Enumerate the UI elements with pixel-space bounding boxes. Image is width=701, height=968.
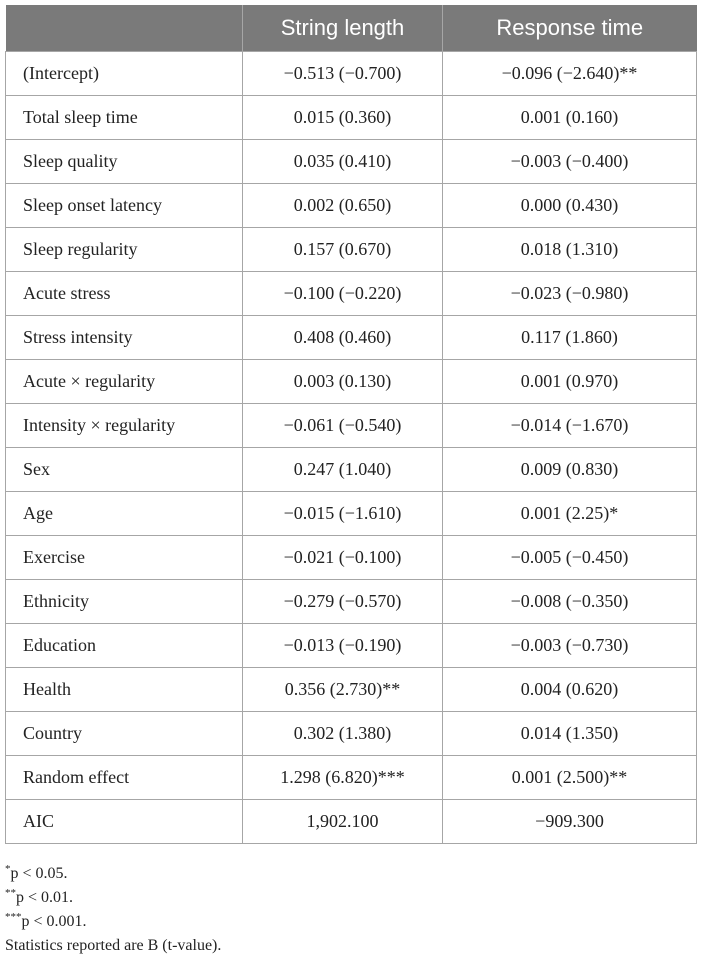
table-footnotes xyxy=(5,862,221,958)
table-row xyxy=(6,624,697,668)
cell-string-length: 0.356 (2.730)** xyxy=(243,668,443,712)
cell-response-time: 0.009 (0.830) xyxy=(443,448,697,492)
footnote-marker: * xyxy=(5,863,11,875)
table-row xyxy=(6,316,697,360)
regression-table xyxy=(5,5,697,844)
cell-response-time: −0.014 (−1.670) xyxy=(443,404,697,448)
cell-response-time: −0.003 (−0.730) xyxy=(443,624,697,668)
table-row xyxy=(6,404,697,448)
header-response-time: Response time xyxy=(443,5,697,52)
cell-response-time: −0.003 (−0.400) xyxy=(443,140,697,184)
row-variable: Acute stress xyxy=(6,272,243,316)
row-variable: Education xyxy=(6,624,243,668)
cell-string-length: 0.002 (0.650) xyxy=(243,184,443,228)
cell-string-length: 1,902.100 xyxy=(243,800,443,844)
row-variable: Sleep onset latency xyxy=(6,184,243,228)
footnote xyxy=(5,862,221,886)
table-row xyxy=(6,140,697,184)
cell-string-length: 0.035 (0.410) xyxy=(243,140,443,184)
cell-response-time: 0.117 (1.860) xyxy=(443,316,697,360)
row-variable: Sleep regularity xyxy=(6,228,243,272)
cell-response-time: −0.005 (−0.450) xyxy=(443,536,697,580)
footnote-text: p < 0.01. xyxy=(16,889,74,906)
table-row xyxy=(6,52,697,96)
footnote-text: p < 0.05. xyxy=(10,865,68,882)
table-row xyxy=(6,756,697,800)
row-variable: Intensity × regularity xyxy=(6,404,243,448)
table-row xyxy=(6,668,697,712)
footnote xyxy=(5,886,221,910)
table-row xyxy=(6,536,697,580)
row-variable: Exercise xyxy=(6,536,243,580)
cell-string-length: −0.013 (−0.190) xyxy=(243,624,443,668)
cell-response-time: 0.018 (1.310) xyxy=(443,228,697,272)
row-variable: Sleep quality xyxy=(6,140,243,184)
cell-string-length: 0.003 (0.130) xyxy=(243,360,443,404)
cell-string-length: −0.061 (−0.540) xyxy=(243,404,443,448)
cell-string-length: 0.408 (0.460) xyxy=(243,316,443,360)
cell-string-length: 0.015 (0.360) xyxy=(243,96,443,140)
cell-response-time: 0.001 (2.25)* xyxy=(443,492,697,536)
footnote xyxy=(5,910,221,934)
row-variable: (Intercept) xyxy=(6,52,243,96)
cell-response-time: −0.023 (−0.980) xyxy=(443,272,697,316)
table-header xyxy=(6,5,697,52)
table-row xyxy=(6,712,697,756)
cell-response-time: 0.001 (2.500)** xyxy=(443,756,697,800)
cell-response-time: 0.000 (0.430) xyxy=(443,184,697,228)
row-variable: AIC xyxy=(6,800,243,844)
table-row xyxy=(6,360,697,404)
footnote-marker: ** xyxy=(5,887,16,899)
footnote xyxy=(5,934,221,958)
row-variable: Sex xyxy=(6,448,243,492)
header-string-length: String length xyxy=(243,5,443,52)
cell-string-length: −0.513 (−0.700) xyxy=(243,52,443,96)
cell-string-length: 0.302 (1.380) xyxy=(243,712,443,756)
table-row xyxy=(6,800,697,844)
cell-string-length: −0.100 (−0.220) xyxy=(243,272,443,316)
cell-string-length: 0.247 (1.040) xyxy=(243,448,443,492)
cell-response-time: 0.001 (0.160) xyxy=(443,96,697,140)
row-variable: Health xyxy=(6,668,243,712)
header-blank xyxy=(6,5,243,52)
cell-response-time: 0.004 (0.620) xyxy=(443,668,697,712)
table-row xyxy=(6,96,697,140)
table-row xyxy=(6,448,697,492)
row-variable: Acute × regularity xyxy=(6,360,243,404)
row-variable: Age xyxy=(6,492,243,536)
cell-response-time: −0.096 (−2.640)** xyxy=(443,52,697,96)
footnote-marker: *** xyxy=(5,911,22,923)
cell-string-length: −0.279 (−0.570) xyxy=(243,580,443,624)
footnote-text: p < 0.001. xyxy=(21,913,87,930)
row-variable: Random effect xyxy=(6,756,243,800)
row-variable: Country xyxy=(6,712,243,756)
row-variable: Ethnicity xyxy=(6,580,243,624)
cell-string-length: −0.021 (−0.100) xyxy=(243,536,443,580)
cell-string-length: 1.298 (6.820)*** xyxy=(243,756,443,800)
table-row xyxy=(6,228,697,272)
table-row xyxy=(6,492,697,536)
cell-response-time: −909.300 xyxy=(443,800,697,844)
cell-response-time: 0.001 (0.970) xyxy=(443,360,697,404)
cell-string-length: 0.157 (0.670) xyxy=(243,228,443,272)
header-row xyxy=(6,5,697,52)
table-row xyxy=(6,184,697,228)
row-variable: Total sleep time xyxy=(6,96,243,140)
table-row xyxy=(6,272,697,316)
table-body xyxy=(6,52,697,844)
cell-string-length: −0.015 (−1.610) xyxy=(243,492,443,536)
footnote-text: Statistics reported are B (t-value). xyxy=(5,937,222,954)
row-variable: Stress intensity xyxy=(6,316,243,360)
cell-response-time: −0.008 (−0.350) xyxy=(443,580,697,624)
table-row xyxy=(6,580,697,624)
cell-response-time: 0.014 (1.350) xyxy=(443,712,697,756)
